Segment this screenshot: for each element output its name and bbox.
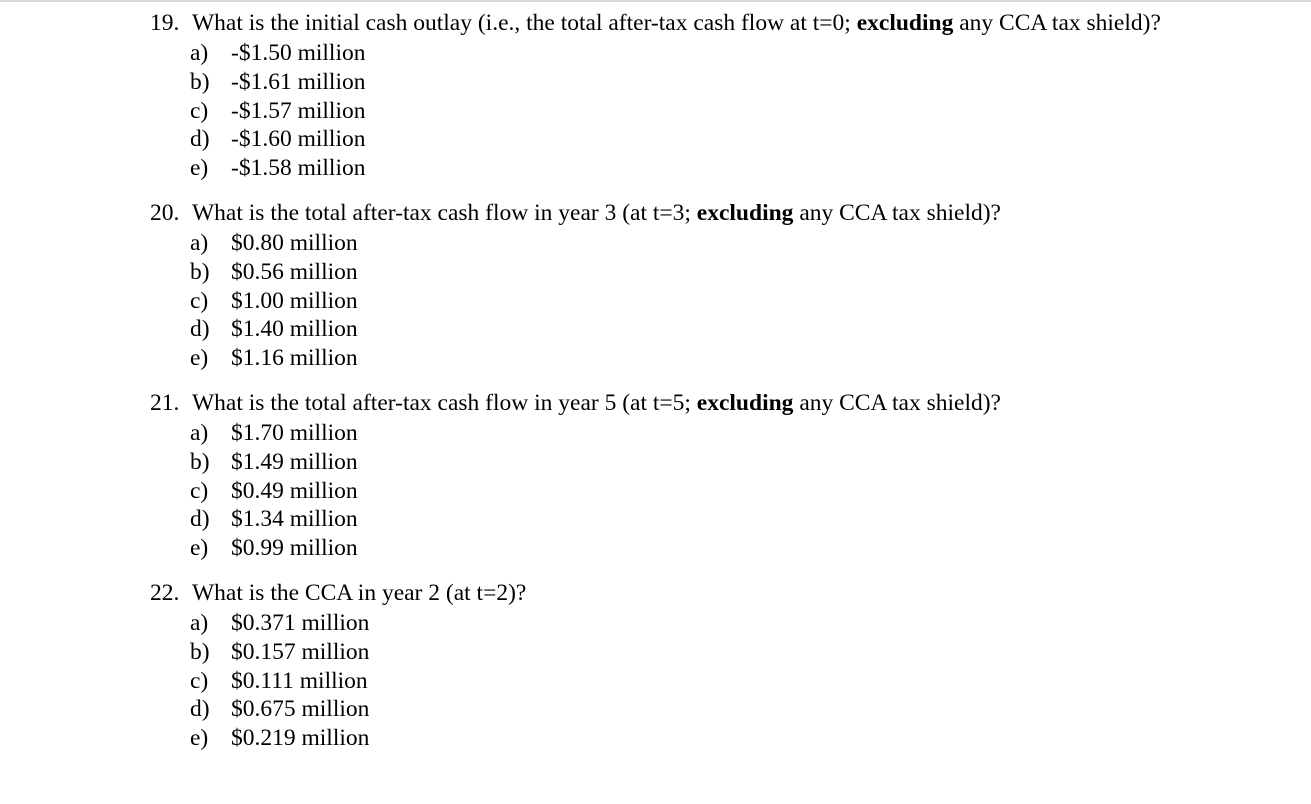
question-stem	[150, 578, 1300, 609]
question-text: What is the CCA in year 2 (at t=2)?	[192, 579, 527, 606]
answer-option-e: e) -$1.58 million	[190, 155, 366, 182]
answer-option-c: c) $0.49 million	[190, 477, 358, 504]
answer-option-e: e) $1.16 million	[190, 345, 358, 372]
emphasis-text: excluding	[856, 10, 954, 36]
answer-option-e: e) $0.99 million	[190, 535, 358, 562]
answer-option-b: b) $1.49 million	[190, 448, 358, 475]
question-20	[150, 198, 1300, 373]
question-22	[150, 578, 1300, 753]
question-text: What is the total after-tax cash flow in year 5 (at t=5; excluding any CCA tax shield)?	[192, 389, 1001, 416]
question-19	[150, 8, 1300, 183]
question-number: 21.	[150, 389, 180, 416]
answer-option-d: d) $1.40 million	[190, 316, 358, 343]
answer-option-d: d) $0.675 million	[190, 696, 370, 723]
question-stem	[150, 8, 1300, 39]
answer-options	[150, 419, 1300, 563]
answer-option-a: a) $0.371 million	[190, 609, 370, 636]
answer-option-d: d) -$1.60 million	[190, 126, 366, 153]
answer-option-c: c) $1.00 million	[190, 287, 358, 314]
question-stem	[150, 388, 1300, 419]
document-page	[150, 8, 1300, 768]
answer-options	[150, 39, 1300, 183]
answer-option-c: c) $0.111 million	[190, 667, 368, 694]
answer-option-a: a) $0.80 million	[190, 229, 358, 256]
answer-option-b: b) -$1.61 million	[190, 68, 366, 95]
answer-option-e: e) $0.219 million	[190, 725, 370, 752]
question-number: 19.	[150, 10, 180, 36]
question-text: What is the total after-tax cash flow in year 3 (at t=3; excluding any CCA tax shield)?	[192, 199, 1001, 226]
answer-option-a: a) -$1.50 million	[190, 40, 366, 66]
question-stem	[150, 198, 1300, 229]
emphasis-text: excluding	[696, 389, 794, 416]
answer-options	[150, 229, 1300, 373]
answer-option-b: b) $0.56 million	[190, 258, 358, 285]
question-number: 20.	[150, 199, 180, 226]
page-top-border	[0, 0, 1311, 2]
question-text: What is the initial cash outlay (i.e., the total after-tax cash flow at t=0; excluding any CCA tax shield)?	[192, 10, 1161, 36]
answer-option-d: d) $1.34 million	[190, 506, 358, 533]
answer-option-b: b) $0.157 million	[190, 638, 370, 665]
question-number: 22.	[150, 579, 180, 606]
answer-option-c: c) -$1.57 million	[190, 97, 366, 124]
question-21	[150, 388, 1300, 563]
answer-option-a: a) $1.70 million	[190, 419, 358, 446]
answer-options	[150, 609, 1300, 753]
emphasis-text: excluding	[696, 199, 794, 226]
